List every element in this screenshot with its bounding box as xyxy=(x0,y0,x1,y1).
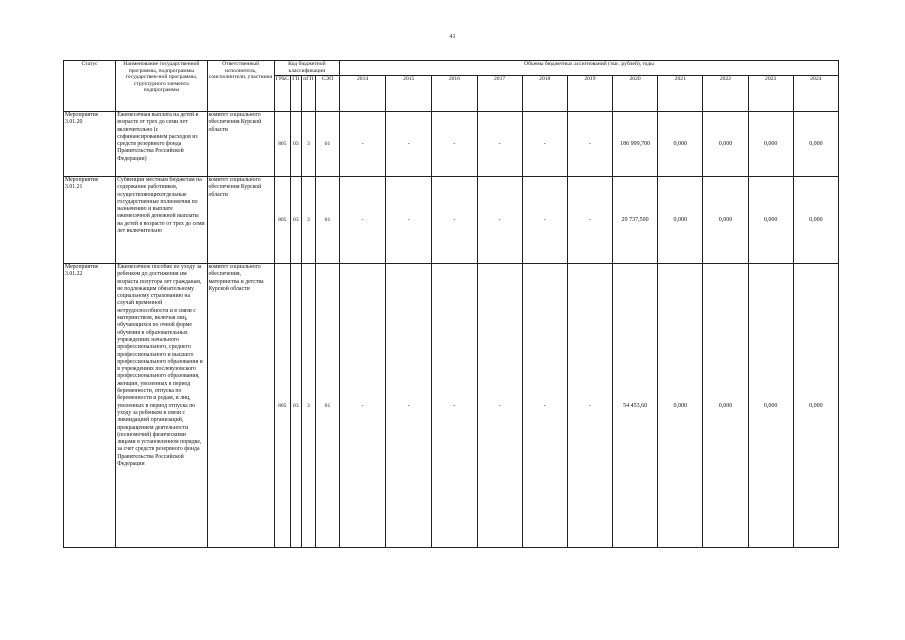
row-value: 0,000 xyxy=(658,112,703,177)
row-value: - xyxy=(477,112,522,177)
row-responsible: комитет социального обеспечения Курской области xyxy=(207,177,274,264)
header-year: 2016 xyxy=(432,76,477,112)
row-value: - xyxy=(522,112,567,177)
row-sep: 01 xyxy=(315,177,339,264)
header-year: 2014 xyxy=(339,76,385,112)
row-value: 0,000 xyxy=(703,177,748,264)
row-value: 0,000 xyxy=(793,177,838,264)
row-responsible: комитет социального обеспечения Курской области xyxy=(207,112,274,177)
row-status: Мероприятие 3.01.21 xyxy=(64,177,116,264)
row-value: - xyxy=(567,264,612,548)
header-pgp: пГП xyxy=(301,76,315,112)
header-year: 2022 xyxy=(703,76,748,112)
row-grbs: 805 xyxy=(274,177,290,264)
row-value: - xyxy=(339,177,385,264)
row-value: 0,000 xyxy=(703,264,748,548)
row-value: 29 737,500 xyxy=(613,177,658,264)
row-value: - xyxy=(386,112,432,177)
row-value: - xyxy=(432,177,477,264)
row-value: 0,000 xyxy=(748,264,793,548)
header-status: Статус xyxy=(64,61,116,112)
header-year: 2020 xyxy=(613,76,658,112)
header-name: Наименование государственной программы, подпрограммы государствен-ной программы, структурного элемента подпрограммы xyxy=(116,61,207,112)
page-number: 41 xyxy=(449,34,456,40)
table-row xyxy=(64,177,839,264)
row-gp: 03 xyxy=(290,264,301,548)
row-grbs: 805 xyxy=(274,264,290,548)
row-status: Мероприятие 3.01.20 xyxy=(64,112,116,177)
row-name: Ежемесячное пособие по уходу за ребенком до достижения им возраста полутора лет гражданам, не подлежащим обязательному социальному страхованию на случай временной нетрудоспособности и в связи с материнством, включая лиц, обучающихся по очной форме обучения в образовательных учреждениях начального профессионального, среднего профессионального и высшего профессионального образования и в учреждениях послевузовского профессионального образования, женщин, уволенных в период беременности, отпуска по беременности и родам, и лиц, уволенных в период отпуска по уходу за ребенком в связи с ликвидацией организаций, прекращением деятельности (полномочий) физическими лицами в установленном порядке, за счет средств резервного фонда Правительства Российской Федерации xyxy=(116,264,207,548)
row-value: 0,000 xyxy=(658,177,703,264)
header-year: 2015 xyxy=(386,76,432,112)
header-volumes: Объемы бюджетных ассигнований (тыс. рублей), годы xyxy=(339,61,838,76)
header-year: 2017 xyxy=(477,76,522,112)
row-gp: 03 xyxy=(290,112,301,177)
row-value: - xyxy=(477,177,522,264)
row-value: - xyxy=(522,177,567,264)
header-budget-code: Код бюджетной классификации xyxy=(274,61,339,76)
header-year: 2024 xyxy=(793,76,838,112)
row-value: 0,000 xyxy=(703,112,748,177)
row-pgp: 3 xyxy=(301,177,315,264)
row-sep: 01 xyxy=(315,264,339,548)
row-value: - xyxy=(339,112,385,177)
row-value: - xyxy=(386,264,432,548)
header-year: 2018 xyxy=(522,76,567,112)
row-responsible: комитет социального обеспечения, материнства и детства Курской области xyxy=(207,264,274,548)
row-value: - xyxy=(522,264,567,548)
row-value: - xyxy=(432,112,477,177)
row-value: - xyxy=(567,112,612,177)
row-value: 0,000 xyxy=(793,112,838,177)
row-value: - xyxy=(432,264,477,548)
row-sep: 01 xyxy=(315,112,339,177)
row-value: - xyxy=(339,264,385,548)
row-value: - xyxy=(477,264,522,548)
header-year: 2019 xyxy=(567,76,612,112)
row-status: Мероприятие 3.01.22 xyxy=(64,264,116,548)
row-value: 0,000 xyxy=(748,112,793,177)
header-grbs: ГРБС xyxy=(274,76,290,112)
row-value: - xyxy=(567,177,612,264)
row-pgp: 3 xyxy=(301,112,315,177)
table-row xyxy=(64,264,839,548)
row-gp: 03 xyxy=(290,177,301,264)
budget-table xyxy=(63,60,839,548)
header-responsible: Ответственный исполнитель, соисполнители, участники xyxy=(207,61,274,112)
header-row-1 xyxy=(64,61,839,76)
header-year: 2021 xyxy=(658,76,703,112)
table-row xyxy=(64,112,839,177)
row-grbs: 805 xyxy=(274,112,290,177)
row-value: 0,000 xyxy=(658,264,703,548)
row-value: 0,000 xyxy=(748,177,793,264)
row-value: - xyxy=(386,177,432,264)
row-name: Субвенции местным бюджетам на содержание работников, осуществляющихотдельные государственные полномочия по назначению и выплате ежемесячной денежной выплаты на детей в возрасте от трех до семи лет включительно xyxy=(116,177,207,264)
row-value: 54 453,60 xyxy=(613,264,658,548)
header-gp: ГП xyxy=(290,76,301,112)
header-year: 2023 xyxy=(748,76,793,112)
row-value: 0,000 xyxy=(793,264,838,548)
row-value: 186 999,700 xyxy=(613,112,658,177)
header-sep: СЭП xyxy=(315,76,339,112)
row-name: Ежемесячная выплата на детей в возрасте от трех до семи лет включительно (с софинансированием расходов из средств резервного фонда Правительства Российской Федерации) xyxy=(116,112,207,177)
row-pgp: 3 xyxy=(301,264,315,548)
